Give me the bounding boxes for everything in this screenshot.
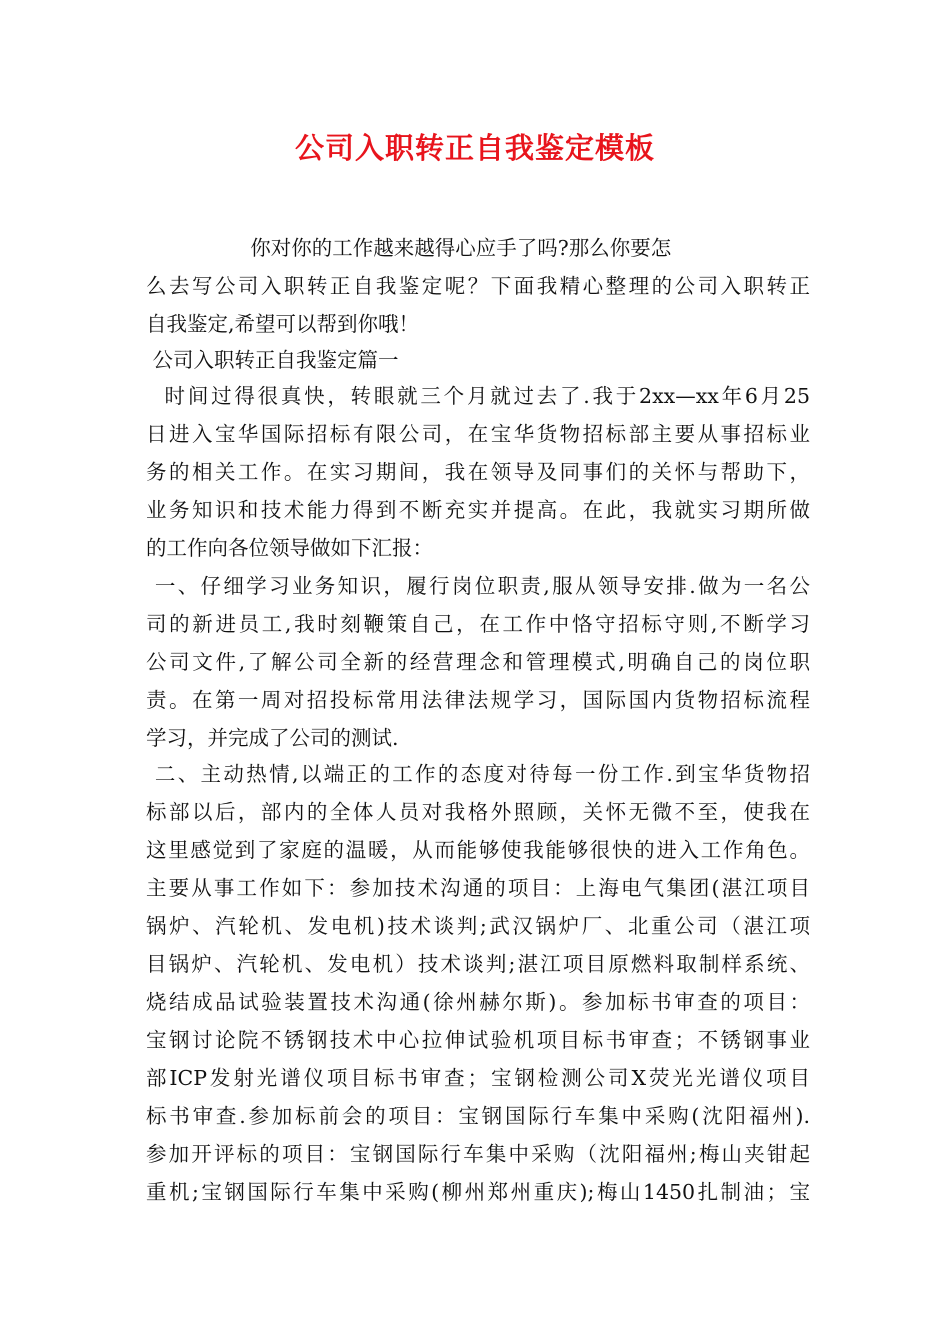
text-line: 公司文件,了解公司全新的经营理念和管理模式,明确自己的岗位职 [146, 650, 810, 674]
text-line: 标部以后，部内的全体人员对我格外照顾，关怀无微不至，使我在 [146, 800, 810, 824]
text-line: 这里感觉到了家庭的温暖，从而能够使我能够很快的进入工作角色。 [146, 838, 810, 862]
text-line: 你对你的工作越来越得心应手了吗?那么你要怎 [146, 236, 672, 260]
text-line: 部ICP发射光谱仪项目标书审查；宝钢检测公司X荧光光谱仪项目 [146, 1066, 810, 1090]
text-line: 锅炉、汽轮机、发电机)技术谈判;武汉锅炉厂、北重公司（湛江项 [146, 914, 810, 938]
document-title: 公司入职转正自我鉴定模板 [294, 131, 655, 165]
text-line: 业务知识和技术能力得到不断充实并提高。在此，我就实习期所做 [146, 498, 810, 522]
text-line: 标书审查.参加标前会的项目：宝钢国际行车集中采购(沈阳福州). [146, 1104, 810, 1128]
text-line: 务的相关工作。在实习期间，我在领导及同事们的关怀与帮助下， [146, 460, 810, 484]
text-line: 的工作向各位领导做如下汇报： [146, 536, 433, 560]
text-line: 自我鉴定,希望可以帮到你哦！ [146, 312, 420, 336]
text-line: 日进入宝华国际招标有限公司，在宝华货物招标部主要从事招标业 [146, 422, 810, 446]
text-line: 学习，并完成了公司的测试. [146, 726, 399, 750]
text-line: 么去写公司入职转正自我鉴定呢？下面我精心整理的公司入职转正 [146, 274, 810, 298]
text-line: 一、仔细学习业务知识，履行岗位职责,服从领导安排.做为一名公 [146, 574, 810, 598]
text-line: 司的新进员工,我时刻鞭策自己，在工作中恪守招标守则,不断学习 [146, 612, 810, 636]
text-line: 责。在第一周对招投标常用法律法规学习，国际国内货物招标流程 [146, 688, 810, 712]
section-heading: 公司入职转正自我鉴定篇一 [146, 348, 399, 372]
text-line: 目锅炉、汽轮机、发电机）技术谈判;湛江项目原燃料取制样系统、 [146, 952, 810, 976]
text-line: 参加开评标的项目：宝钢国际行车集中采购（沈阳福州;梅山夹钳起 [146, 1142, 810, 1166]
text-line: 二、主动热情,以端正的工作的态度对待每一份工作.到宝华货物招 [146, 762, 810, 786]
text-line: 宝钢讨论院不锈钢技术中心拉伸试验机项目标书审查；不锈钢事业 [146, 1028, 810, 1052]
text-line: 时间过得很真快，转眼就三个月就过去了.我于2xx—xx年6月25 [146, 384, 810, 408]
text-line: 重机;宝钢国际行车集中采购(柳州郑州重庆);梅山1450扎制油；宝 [146, 1180, 810, 1204]
text-line: 烧结成品试验装置技术沟通(徐州赫尔斯)。参加标书审查的项目： [146, 990, 810, 1014]
text-line: 主要从事工作如下：参加技术沟通的项目：上海电气集团(湛江项目 [146, 876, 810, 900]
